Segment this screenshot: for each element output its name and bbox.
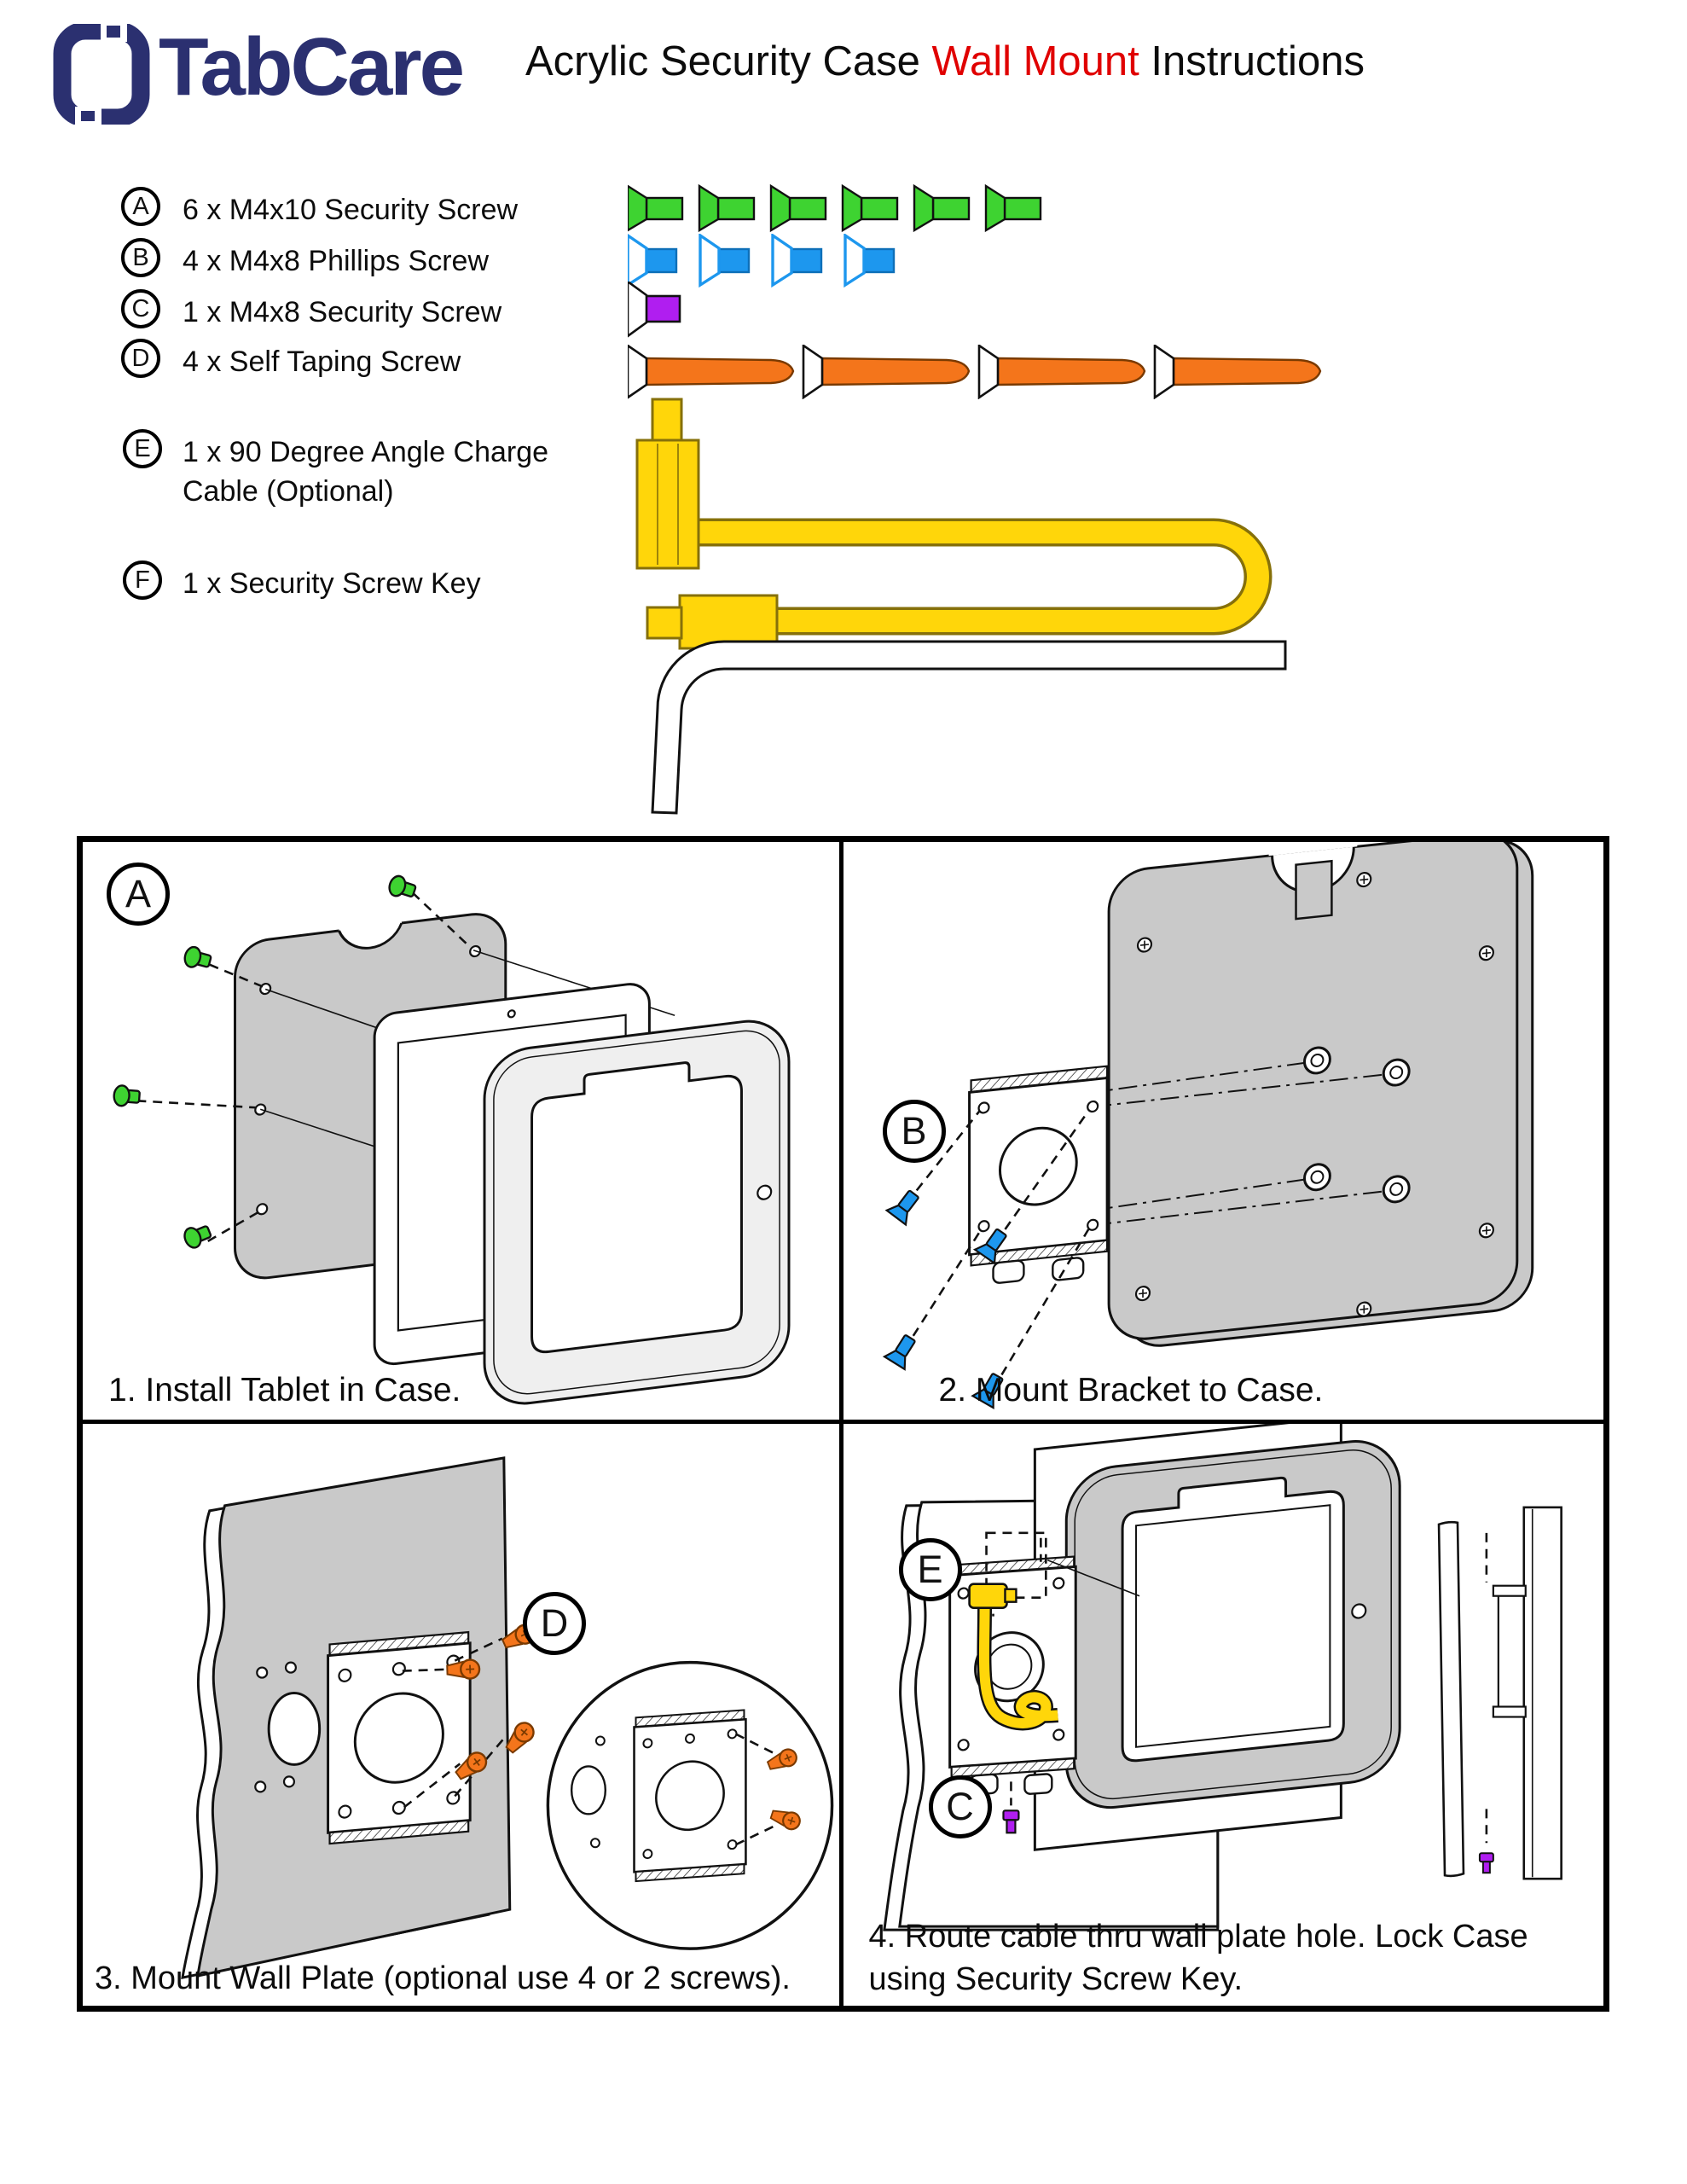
- step-2-badge: B: [883, 1100, 946, 1163]
- step-1-badge: A: [107, 863, 170, 926]
- part-label-d: 4 x Self Taping Screw: [183, 346, 461, 378]
- side-view: [1439, 1507, 1562, 1879]
- step-2-illustration: [844, 842, 1604, 1420]
- phillips-screw-blue-icons: [628, 234, 969, 288]
- title-suffix: Instructions: [1139, 38, 1365, 84]
- case-front-frame: [484, 1016, 789, 1409]
- self-tapping-screw-orange-icons: [628, 345, 1361, 399]
- title-prefix: Acrylic Security Case: [525, 38, 932, 84]
- part-letter-c: C: [121, 289, 160, 328]
- case-front: [1066, 1437, 1400, 1813]
- wall-plate: [328, 1632, 471, 1844]
- step-2-caption: 2. Mount Bracket to Case.: [938, 1372, 1324, 1409]
- tabcare-logo-icon: [51, 24, 152, 125]
- cable-connector: [969, 1584, 1006, 1608]
- security-screw-purple-icon: [628, 282, 722, 341]
- logo-text: TabCare: [159, 21, 463, 113]
- case-back: [1109, 842, 1533, 1351]
- part-label-c: 1 x M4x8 Security Screw: [183, 296, 502, 328]
- page-title: [525, 38, 1365, 85]
- step-1-panel: [83, 842, 844, 1424]
- angle-charge-cable-yellow-icon: [627, 398, 1335, 650]
- part-label-b: 4 x M4x8 Phillips Screw: [183, 245, 490, 277]
- wall-cable-hole: [269, 1693, 319, 1765]
- title-highlight: Wall Mount: [931, 38, 1139, 84]
- part-letter-a: A: [121, 187, 160, 226]
- step-4-panel: [844, 1424, 1604, 2006]
- step-2-panel: [844, 842, 1604, 1424]
- part-letter-e: E: [123, 429, 162, 468]
- steps-grid: [77, 836, 1609, 2012]
- step-4-caption: 4. Route cable thru wall plate hole. Lock Case using Security Screw Key.: [868, 1918, 1528, 1997]
- part-letter-b: B: [121, 238, 160, 277]
- part-label-f: 1 x Security Screw Key: [183, 567, 481, 600]
- step-1-illustration: [83, 842, 839, 1420]
- security-screw-key-icon: [627, 630, 1335, 826]
- step-3-panel: [83, 1424, 844, 2006]
- step-3-badge: D: [523, 1592, 586, 1655]
- header: [0, 0, 1687, 136]
- step-3-illustration: [83, 1424, 839, 2006]
- step-4-badge-cable: E: [899, 1538, 962, 1601]
- part-letter-d: D: [121, 339, 160, 378]
- part-label-a: 6 x M4x10 Security Screw: [183, 194, 519, 226]
- step-1-caption: 1. Install Tablet in Case.: [108, 1372, 461, 1409]
- step-4-badge-screw: C: [929, 1775, 992, 1838]
- security-screw-green-icons: [628, 184, 1071, 237]
- part-letter-f: F: [123, 561, 162, 600]
- step-3-caption: 3. Mount Wall Plate (optional use 4 or 2 screws).: [95, 1960, 791, 1996]
- part-label-e: 1 x 90 Degree Angle Charge Cable (Optional): [183, 436, 549, 508]
